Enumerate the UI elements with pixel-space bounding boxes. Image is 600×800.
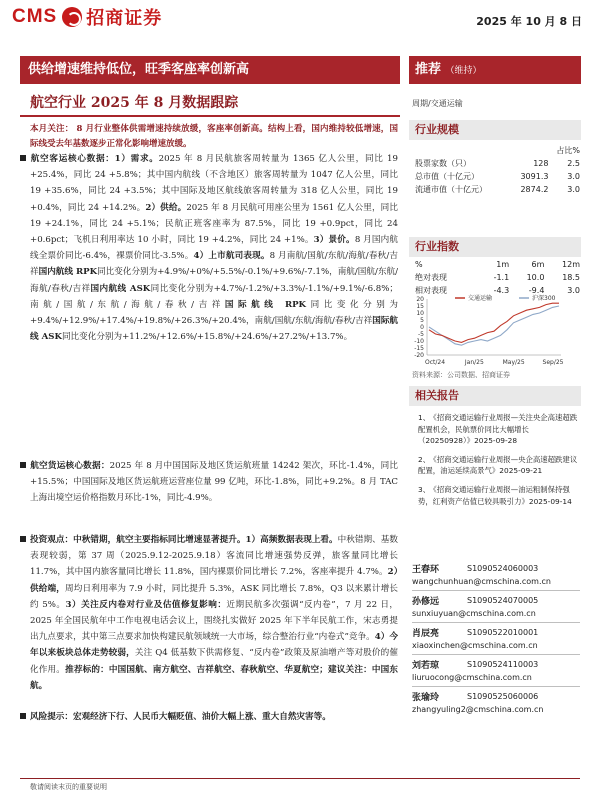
related-reports-header: 相关报告 (409, 386, 581, 406)
logo-mark-icon (62, 7, 82, 27)
perf-col-1m: 1m (496, 260, 510, 269)
bold-text-run: 国内航线 RPK (38, 267, 98, 278)
analyst-name: 刘若琼 (412, 661, 440, 671)
index-performance-chart (405, 293, 585, 369)
analyst-name: 张瑜玲 (412, 693, 440, 703)
passenger-data-paragraph (30, 151, 398, 447)
related-reports-list (418, 412, 580, 514)
bullet-icon (20, 713, 26, 719)
investment-view-paragraph (30, 532, 398, 702)
monthly-focus-summary: 本月关注： 8 月行业整体供需增速持续放缓，客座率创新高。结构上看，国内维持较低增速，国际线受去年基数逐步正常化影响增速放缓。 (30, 124, 398, 149)
bold-text-run: 1）需求。 (114, 154, 159, 164)
scale-value: 128 (533, 159, 549, 168)
bold-text-run: 国内航线 ASK (90, 283, 151, 294)
analyst-card (412, 594, 580, 626)
perf-label: 相对表现 (415, 286, 447, 295)
scale-value: 2874.2 (520, 185, 549, 194)
chart-source-note: 资料来源：公司数据、招商证券 (412, 371, 510, 379)
y-tick-label: 20 (416, 296, 424, 303)
y-tick-label: 10 (416, 310, 424, 317)
table-row (415, 157, 580, 170)
risk-warning-paragraph (30, 709, 398, 745)
footer-divider (20, 778, 580, 779)
scale-label: 总市值（十亿元） (415, 172, 479, 181)
text-run: 2025 年 8 月民航旅客周转量为 1365 亿人公里，同比 19 +25.4%，同比 24 +5.8%；其中国内航线（不含地区）旅客周转量为 1047 亿人公里，同比 19 +35.6%，同比 24 +3.5%；其中国际及地区航线旅客周转量为 318 亿人公里，同比 19 +0.4%，同比 24 +14.2%。 (30, 154, 398, 213)
perf-col-6m: 6m (531, 260, 545, 269)
y-tick-label: -20 (414, 352, 424, 359)
perf-label: 绝对表现 (415, 273, 447, 282)
title-divider (20, 115, 400, 117)
scale-share: 2.5 (567, 159, 580, 168)
text-run: 8 月南航/国航/东航/海航/春秋/吉祥 (30, 251, 398, 278)
bullet-icon (20, 536, 26, 542)
bold-text-run: 航空客运核心数据： (30, 154, 115, 164)
bold-text-run: 风险提示：宏观经济下行、人民币大幅贬值、油价大幅上涨、重大自然灾害等。 (30, 712, 331, 722)
perf-value: 10.0 (526, 273, 545, 282)
text-run: 近期民航多次强调“反内卷”，7 月 22 日，2025 年全国民航年中工作电视电话会议上，围绕扎实做好 2025 年下半年民航工作，宋志勇提出九点要求，其中第三点要求加快构建民航领域统一大市场，综合整治行业“内卷式”竞争。 (30, 599, 398, 643)
report-title: 航空行业 2025 年 8 月数据跟踪 (30, 95, 239, 111)
related-report-item[interactable]: 1、 《招商交通运输行业周报—关注央企高速超跌配置机会，民航票价同比大幅增长（20250928）》2025-09-28 (418, 413, 578, 446)
legend-label: 交通运输 (468, 295, 493, 302)
y-tick-label: 0 (420, 324, 424, 331)
divider (412, 590, 580, 591)
analyst-license-id: S1090522010001 (467, 628, 539, 637)
perf-value: -1.1 (493, 273, 510, 282)
analyst-card (412, 626, 580, 658)
text-run: 8 月国内航线全票价同比-6.4%，裸票价同比-3.5%。 (30, 235, 399, 262)
analyst-license-id: S1090525060006 (467, 692, 539, 701)
y-tick-label: -15 (414, 345, 424, 352)
divider (412, 686, 580, 687)
analyst-list (412, 562, 580, 722)
bold-text-run: 投资观点：中秋错期，航空主要指标同比增速显著提升。 (30, 535, 246, 545)
text-run: 周均日利用率为 7.9 小时，同比提升 5.3%，ASK 同比增长 7.8%，Q3 以来累计增长约 5%。 (30, 583, 398, 610)
analyst-email-link[interactable]: liuruocong@cmschina.com.cn (412, 673, 532, 682)
scale-share: 3.0 (567, 172, 580, 181)
bold-text-run: 4）上市航司表现。 (193, 251, 270, 262)
scale-value: 3091.3 (520, 172, 549, 181)
industry-scale-header: 行业规模 (409, 120, 581, 140)
legend-label: 沪深300 (532, 295, 556, 302)
y-tick-label: -5 (418, 331, 424, 338)
table-row (415, 170, 580, 183)
perf-value: -4.3 (493, 286, 510, 295)
bold-text-run: 2）供给。 (145, 202, 187, 213)
text-run: 关注 Q4 低基数下供需修复、“反内卷”政策及原油增产等对股价的催化作用。 (30, 648, 398, 675)
analyst-license-id: S1090524110003 (467, 660, 539, 669)
report-category: 周期/交通运输 (412, 99, 463, 108)
scale-label: 股票家数（只） (415, 159, 471, 168)
analyst-name: 王春环 (412, 565, 440, 575)
bold-text-run: 国际航线 RPK (224, 299, 307, 310)
divider (412, 654, 580, 655)
scale-label: 流通市值（十亿元） (415, 185, 487, 194)
x-tick-label: Sep/25 (542, 359, 564, 366)
bold-text-run: 2）供给端， (30, 567, 399, 594)
industry-scale-table (415, 144, 580, 196)
text-run: 同比变化分别为+4.7%/-1.2%/+3.3%/-1.1%/+9.1%/-6.8%；南航/国航/东航/海航/春秋/吉祥 (30, 283, 398, 310)
analyst-license-id: S1090524070005 (467, 596, 539, 605)
analyst-name: 孙修远 (412, 597, 440, 607)
rating-sub: （维持） (445, 66, 482, 76)
scale-unit: 占比% (556, 146, 580, 155)
x-tick-label: Oct/24 (424, 359, 446, 366)
bold-text-run: 1）高频数据表现上看。 (245, 535, 338, 545)
y-tick-label: 5 (420, 317, 424, 324)
industry-index-header: 行业指数 (409, 237, 581, 257)
report-header (0, 0, 600, 40)
analyst-card (412, 562, 580, 594)
series-line-csi300 (429, 306, 559, 345)
perf-value: -9.4 (528, 286, 545, 295)
logo-text-en: CMS (12, 6, 58, 27)
related-report-text[interactable]: 《招商交通运输行业周报—油运粗制保持强势，红利资产估值已较具吸引力》2025-09-14 (418, 484, 572, 506)
headline-banner: 供给增速维持低位，旺季客座率创新高 (20, 56, 400, 84)
related-report-text[interactable]: 《招商交通运输行业周报—央企高速超跌建议配置，油运延续高景气》2025-09-21 (418, 454, 578, 476)
analyst-email-link[interactable]: zhangyuling2@cmschina.com.cn (412, 705, 544, 714)
analyst-email-link[interactable]: wangchunhuan@cmschina.com.cn (412, 577, 551, 586)
scale-share: 3.0 (567, 185, 580, 194)
x-tick-label: May/25 (502, 359, 525, 366)
report-date: 2025 年 10 月 8 日 (476, 15, 582, 28)
logo-text-cn: 招商证券 (86, 8, 163, 29)
bold-text-run: 4）今年以来板块总体走势较弱， (30, 632, 398, 659)
x-tick-label: Jan/25 (464, 359, 484, 366)
related-report-item[interactable]: 2、 《招商交通运输行业周报—央企高速超跌建议配置，油运延续高景气》2025-09-21 (418, 454, 578, 476)
bullet-icon (20, 155, 26, 161)
cargo-data-paragraph (30, 458, 398, 523)
rating-banner (409, 56, 581, 84)
text-run: 2025 年 8 月民航可用座公里为 1561 亿人公里，同比 19 +24.1%，同比 24 +5.1%；民航正班客座率为 87.5%，同比 19 +0.9pct，同比 24 +0.6pct；飞机日利用率达 10 小时，同比 19 +4.2%，同比 24 +1%。 (30, 202, 398, 246)
divider (412, 622, 580, 623)
bold-text-run: 推荐标的：中国国航、南方航空、吉祥航空、春秋航空、华夏航空；建议关注：中国东航。 (30, 664, 398, 691)
bold-text-run: 国际航线 ASK (30, 316, 399, 343)
bold-text-run: 航空货运核心数据： (30, 461, 110, 471)
cms-logo (12, 4, 162, 30)
table-row (415, 271, 580, 284)
related-report-item[interactable]: 3、 《招商交通运输行业周报—油运粗制保持强势，红利资产估值已较具吸引力》2025-09-14 (418, 484, 572, 506)
perf-value: 3.0 (567, 286, 580, 295)
perf-value: 18.5 (562, 273, 580, 282)
related-report-text[interactable]: 《招商交通运输行业周报—关注央企高速超跌配置机会，民航票价同比大幅增长（20250928）》2025-09-28 (418, 413, 578, 446)
text-run: 同比变化分别为+9.4%/+12.9%/+17.4%/+19.8%/+26.3%/+20.4%，南航/国航/东航/海航/春秋/吉祥 (30, 299, 398, 327)
y-tick-label: 15 (416, 303, 424, 310)
perf-col-unit: % (415, 260, 423, 269)
footer-disclaimer: 敬请阅读末页的重要说明 (30, 783, 107, 791)
bold-text-run: 3）景价。 (313, 235, 355, 246)
index-performance-table (415, 258, 580, 297)
bold-text-run: 3）关注反内卷对行业及估值修复影响： (65, 599, 227, 610)
text-run: 同比变化分别为+11.2%/+12.6%/+15.8%/+24.6%/+27.2%/+13.7%。 (61, 332, 353, 343)
y-tick-label: -10 (414, 338, 424, 345)
analyst-name: 肖辰亮 (412, 629, 440, 639)
text-run: 同比变化分别为+4.9%/+0%/+5.5%/-0.1%/+9.6%/-7.1%，南航/国航/东航/海航/春秋/吉祥 (30, 267, 398, 294)
bullet-icon (20, 462, 26, 468)
analyst-email-link[interactable]: sunxiuyuan@cmschina.com.cn (412, 609, 536, 618)
series-line-transport (429, 303, 559, 342)
text-run: 中秋错期、基数表现较弱，第 37 周（2025.9.12-2025.9.18）客流同比增速强势反弹，旅客量同比增长 11.7%，其中国内旅客量同比增长 11.8%，国内裸票价同比增长 7.2%，客座率提升 4.7%。 (30, 535, 398, 578)
text-run: 2025 年 8 月中国国际及地区货运航班量 14242 架次，环比-1.4%，同比+15.5%；中国国际及地区货运航班运营座位量 99 亿吨，环比-1.8%，同比+9.2%。8 月 TAC 上海出境空运价格指数月环比-1%，同比-4.9%。 (30, 461, 398, 504)
analyst-license-id: S1090524060003 (467, 564, 539, 573)
rating-label: 推荐 (415, 62, 442, 77)
analyst-card (412, 690, 580, 722)
analyst-card (412, 658, 580, 690)
analyst-email-link[interactable]: xiaoxinchen@cmschina.com.cn (412, 641, 538, 650)
perf-col-12m: 12m (562, 260, 580, 269)
table-row (415, 183, 580, 196)
